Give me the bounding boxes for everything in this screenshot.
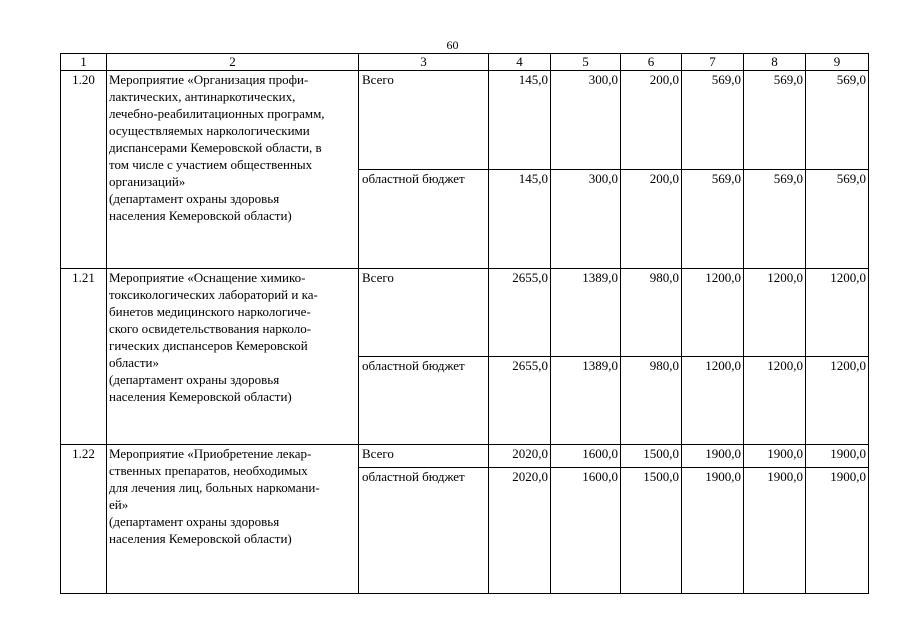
column-header: 8 [744, 54, 806, 71]
value-cell: 1900,0 [744, 468, 806, 594]
description-line: ей» [109, 496, 129, 512]
row-description [107, 444, 359, 593]
value-cell: 1200,0 [744, 268, 806, 356]
value-cell: 569,0 [682, 71, 744, 170]
description-line: диспансерами Кемеровской области, в [109, 140, 322, 155]
value-cell: 1200,0 [682, 356, 744, 444]
value-cell: 1389,0 [551, 268, 621, 356]
column-header: 1 [61, 54, 107, 71]
value-cell: 1900,0 [682, 468, 744, 594]
funding-source-regional: областной бюджет [359, 356, 489, 444]
row-number: 1.22 [61, 444, 107, 593]
description-line: ского освидетельствования нарколо- [109, 320, 312, 336]
value-cell: 2020,0 [489, 444, 551, 467]
value-cell: 1900,0 [682, 444, 744, 467]
table-row [61, 268, 869, 356]
description-line: Мероприятие «Оснащение химико- [109, 269, 306, 285]
description-line: организаций» [109, 174, 186, 189]
description-line: населения Кемеровской области) [109, 530, 292, 546]
description-line: токсикологических лабораторий и ка- [109, 286, 318, 302]
table-row [61, 444, 869, 467]
column-header: 3 [359, 54, 489, 71]
column-header: 5 [551, 54, 621, 71]
value-cell: 1600,0 [551, 444, 621, 467]
table-row [61, 71, 869, 170]
value-cell: 2655,0 [489, 268, 551, 356]
value-cell: 200,0 [621, 169, 682, 268]
value-cell: 145,0 [489, 169, 551, 268]
description-line: для лечения лиц, больных наркомани- [109, 479, 320, 495]
value-cell: 569,0 [806, 169, 869, 268]
description-line: Мероприятие «Организация профи- [109, 72, 309, 87]
value-cell: 145,0 [489, 71, 551, 170]
description-line: лактических, антинаркотических, [109, 89, 296, 104]
value-cell: 200,0 [621, 71, 682, 170]
value-cell: 1389,0 [551, 356, 621, 444]
value-cell: 1600,0 [551, 468, 621, 594]
funding-source-total: Всего [359, 71, 489, 170]
column-header: 7 [682, 54, 744, 71]
column-header: 4 [489, 54, 551, 71]
description-line: населения Кемеровской области) [109, 208, 292, 223]
column-header: 6 [621, 54, 682, 71]
value-cell: 569,0 [744, 169, 806, 268]
description-line: (департамент охраны здоровья [109, 371, 280, 387]
value-cell: 1500,0 [621, 468, 682, 594]
description-line: населения Кемеровской области) [109, 388, 292, 404]
description-line: осуществляемых наркологическими [109, 123, 310, 138]
funding-source-regional: областной бюджет [359, 468, 489, 594]
description-line: Мероприятие «Приобретение лекар- [109, 445, 312, 461]
description-line: области» [109, 354, 159, 370]
value-cell: 980,0 [621, 268, 682, 356]
row-number: 1.20 [61, 71, 107, 269]
funding-source-total: Всего [359, 268, 489, 356]
description-line: лечебно-реабилитационных программ, [109, 106, 325, 121]
column-header: 2 [107, 54, 359, 71]
row-description [107, 268, 359, 444]
funding-source-total: Всего [359, 444, 489, 467]
header-row [61, 54, 869, 71]
description-line: (департамент охраны здоровья [109, 513, 280, 529]
value-cell: 1900,0 [806, 468, 869, 594]
funding-source-regional: областной бюджет [359, 169, 489, 268]
program-table [60, 53, 869, 594]
row-number: 1.21 [61, 268, 107, 444]
description-line: (департамент охраны здоровья [109, 191, 280, 206]
value-cell: 980,0 [621, 356, 682, 444]
value-cell: 1500,0 [621, 444, 682, 467]
value-cell: 569,0 [806, 71, 869, 170]
description-line: ственных препаратов, необходимых [109, 462, 308, 478]
value-cell: 1200,0 [806, 356, 869, 444]
value-cell: 1200,0 [682, 268, 744, 356]
value-cell: 2655,0 [489, 356, 551, 444]
value-cell: 1900,0 [744, 444, 806, 467]
value-cell: 569,0 [744, 71, 806, 170]
column-header: 9 [806, 54, 869, 71]
value-cell: 300,0 [551, 71, 621, 170]
row-description [107, 71, 359, 269]
description-line: гических диспансеров Кемеровской [109, 337, 308, 353]
description-line: том числе с участием общественных [109, 157, 313, 172]
value-cell: 1200,0 [744, 356, 806, 444]
description-line: бинетов медицинского наркологиче- [109, 303, 311, 319]
value-cell: 1200,0 [806, 268, 869, 356]
value-cell: 2020,0 [489, 468, 551, 594]
value-cell: 300,0 [551, 169, 621, 268]
value-cell: 1900,0 [806, 444, 869, 467]
value-cell: 569,0 [682, 169, 744, 268]
page-number: 60 [446, 38, 459, 52]
